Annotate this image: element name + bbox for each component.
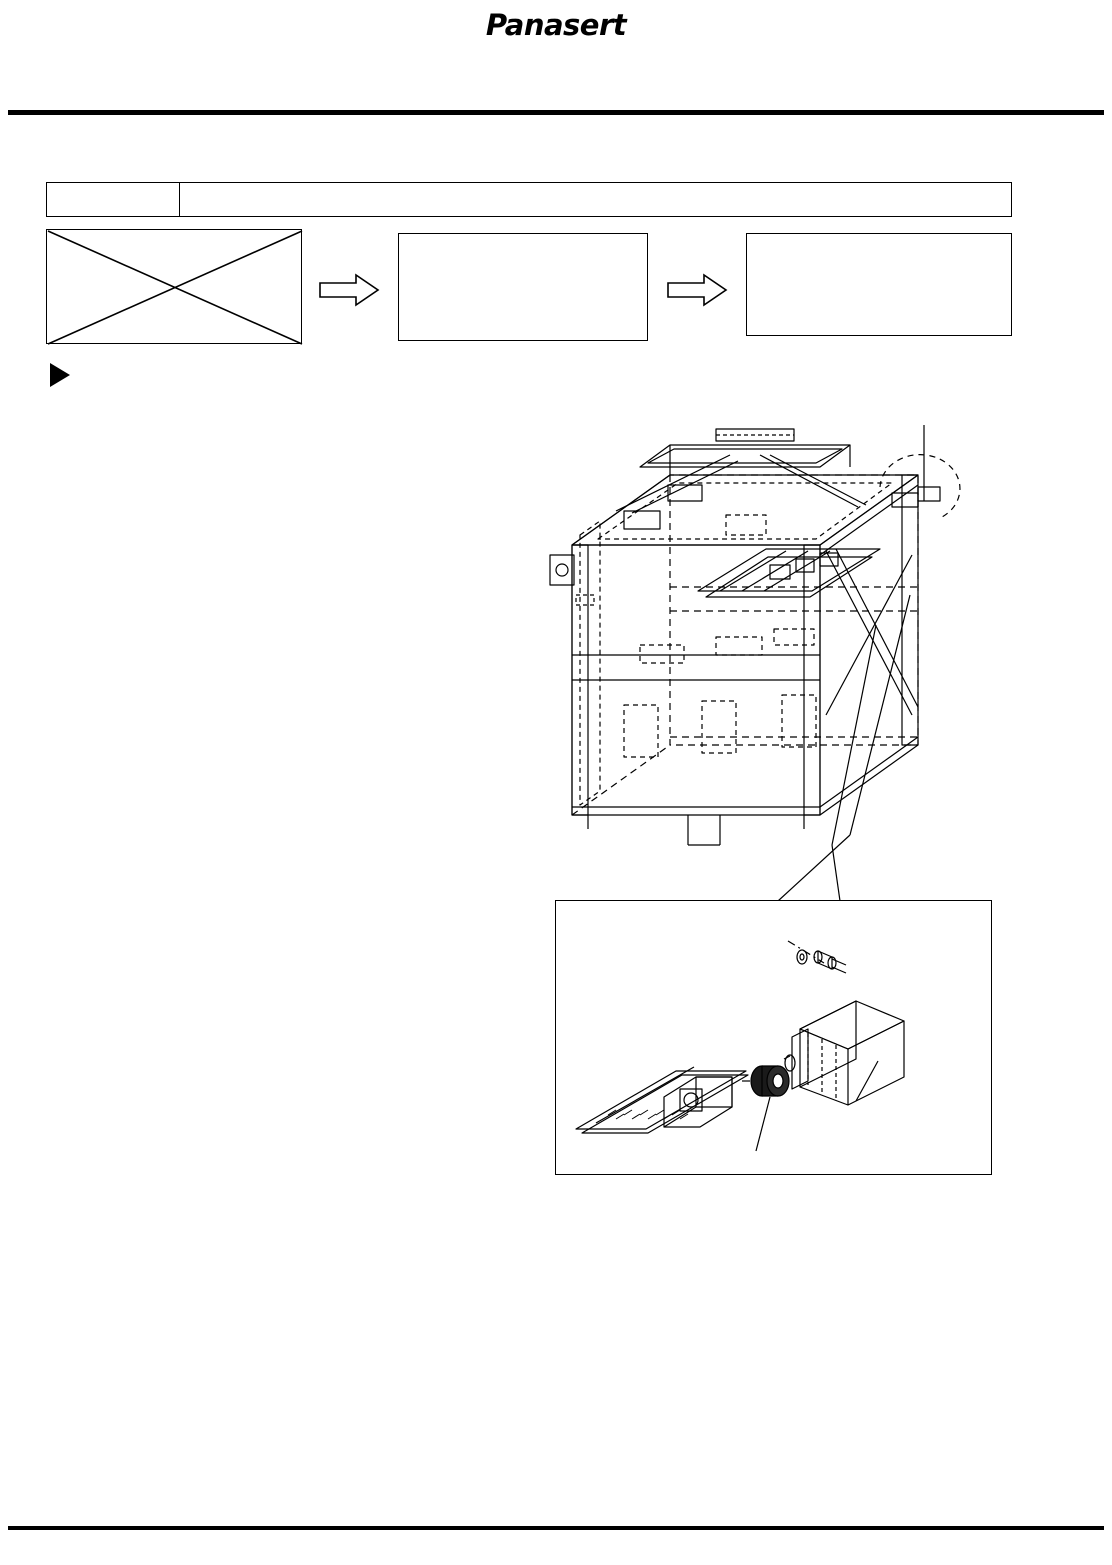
flow-arrow-2-icon [666,273,728,307]
title-table-code-cell [47,183,180,216]
footer-divider [8,1526,1104,1530]
page-header [0,0,1112,112]
crossed-out-image-placeholder [47,230,303,345]
flow-step-2-box [746,233,1012,336]
process-flow-row [46,229,1012,349]
triangle-bullet-icon [50,363,80,393]
flow-step-1-box [398,233,648,341]
header-divider [8,110,1104,115]
brand-logo: Panasert [485,8,627,42]
flow-arrow-1-icon [318,273,380,307]
flow-step-0-box [46,229,302,344]
machine-frame-assembly-drawing [520,415,1040,885]
motor-coupling-detail-drawing [555,900,992,1175]
title-table [46,182,1012,217]
title-table-name-cell [180,183,1011,216]
